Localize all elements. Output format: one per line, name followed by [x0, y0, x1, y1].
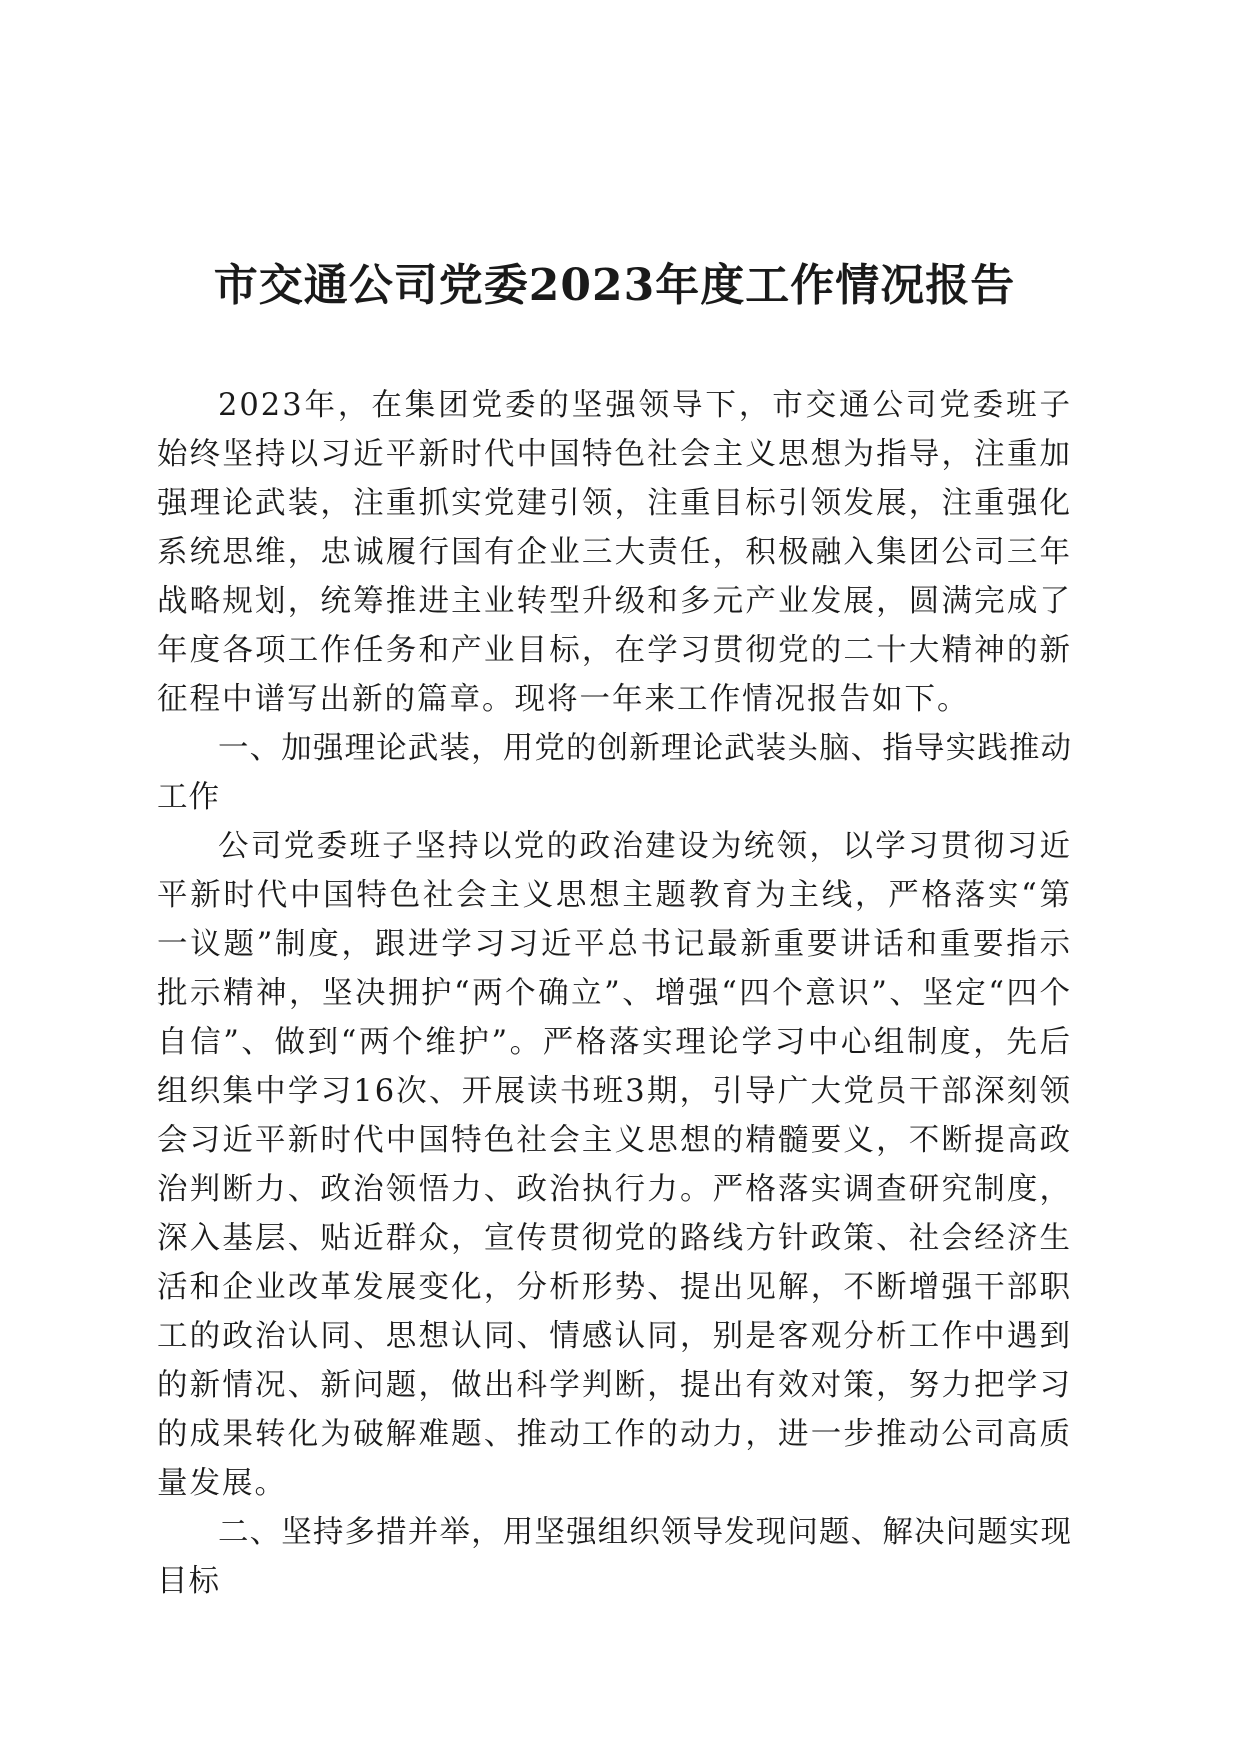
section-1-paragraph: 公司党委班子坚持以党的政治建设为统领，以学习贯彻习近平新时代中国特色社会主义思想主题教育为主线，严格落实“第一议题”制度，跟进学习习近平总书记最新重要讲话和重要指示批示精神，坚决拥护“两个确立”、增强“四个意识”、坚定“四个自信”、做到“两个维护”。严格落实理论学习中心组制度，先后组织集中学习16次、开展读书班3期，引导广大党员干部深刻领会习近平新时代中国特色社会主义思想的精髓要义，不断提高政治判断力、政治领悟力、政治执行力。严格落实调查研究制度，深入基层、贴近群众，宣传贯彻党的路线方针政策、社会经济生活和企业改革发展变化，分析形势、提出见解，不断增强干部职工的政治认同、思想认同、情感认同，别是客观分析工作中遇到的新情况、新问题，做出科学判断，提出有效对策，努力把学习的成果转化为破解难题、推动工作的动力，进一步推动公司高质量发展。 — [157, 829, 1072, 1501]
document-page — [157, 0, 1072, 1754]
section-1-heading: 一、加强理论武装，用党的创新理论武装头脑、指导实践推动工作 — [157, 731, 1072, 815]
document-title: 市交通公司党委2023年度工作情况报告 — [213, 260, 1016, 311]
document-body — [157, 381, 1072, 1606]
section-2-heading: 二、坚持多措并举，用坚强组织领导发现问题、解决问题实现目标 — [157, 1515, 1072, 1599]
intro-paragraph: 2023年，在集团党委的坚强领导下，市交通公司党委班子始终坚持以习近平新时代中国特色社会主义思想为指导，注重加强理论武装，注重抓实党建引领，注重目标引领发展，注重强化系统思维，忠诚履行国有企业三大责任，积极融入集团公司三年战略规划，统筹推进主业转型升级和多元产业发展，圆满完成了年度各项工作任务和产业目标，在学习贯彻党的二十大精神的新征程中谱写出新的篇章。现将一年来工作情况报告如下。 — [157, 388, 1072, 717]
